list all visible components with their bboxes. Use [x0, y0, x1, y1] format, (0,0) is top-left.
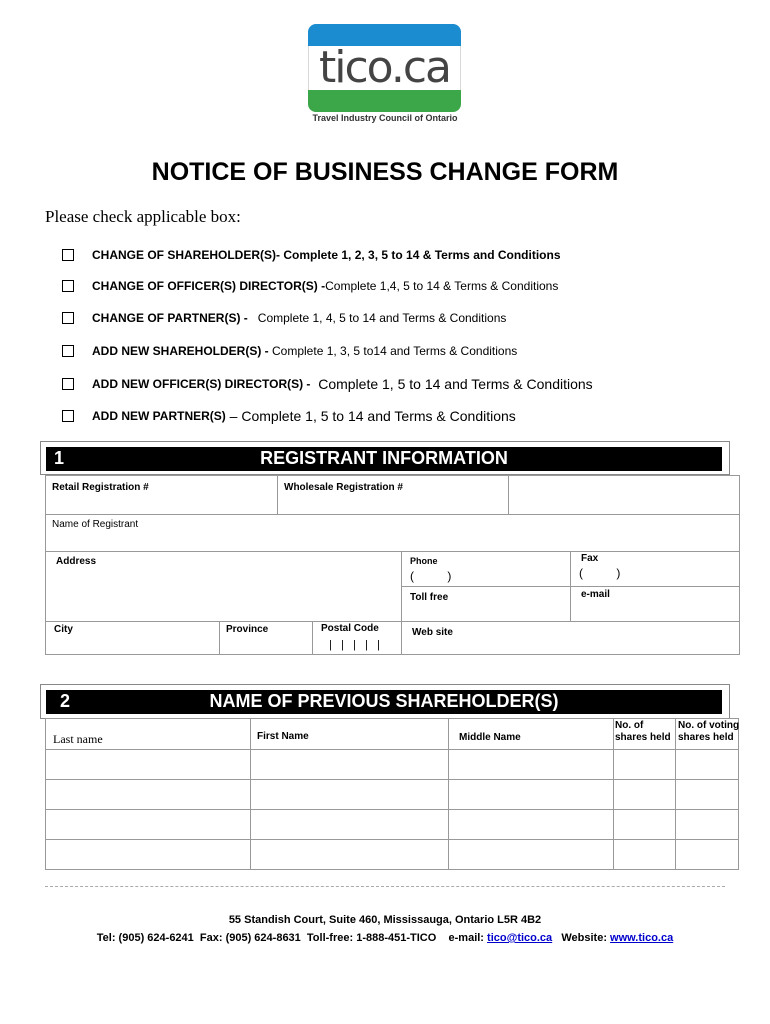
footer-contact-text: Tel: (905) 624-6241 Fax: (905) 624-8631 Toll-free: 1-888-451-TICO e-mail: [96, 932, 488, 944]
table-cell[interactable] [675, 749, 739, 780]
section2-title: NAME OF PREVIOUS SHAREHOLDER(S) [209, 691, 559, 711]
table-cell[interactable] [448, 749, 614, 780]
table-cell[interactable] [675, 809, 739, 840]
checkbox-label: ADD NEW PARTNER(S) [92, 409, 226, 423]
table-cell[interactable] [675, 779, 739, 810]
table-cell[interactable] [250, 809, 449, 840]
checkbox[interactable] [62, 345, 74, 357]
wholesale-registration-label-cell [277, 475, 509, 515]
phone-field[interactable] [401, 551, 571, 587]
checkbox-row-change-shareholders [62, 245, 561, 265]
checkbox[interactable] [62, 280, 74, 292]
checkbox-row-change-officers [62, 276, 558, 296]
table-cell[interactable] [45, 839, 251, 870]
section1-header-bar [46, 447, 722, 471]
checkbox[interactable] [62, 378, 74, 390]
col-header-last-name [45, 718, 251, 750]
form-title: NOTICE OF BUSINESS CHANGE FORM [151, 158, 619, 186]
checkbox-label: CHANGE OF PARTNER(S) - [92, 311, 248, 325]
table-cell[interactable] [448, 779, 614, 810]
table-cell[interactable] [250, 779, 449, 810]
table-cell[interactable] [448, 839, 614, 870]
tico-logo [308, 24, 461, 112]
checkbox[interactable] [62, 312, 74, 324]
checkbox-detail: Complete 1,4, 5 to 14 & Terms & Conditions [325, 279, 559, 293]
city-field[interactable] [45, 621, 220, 655]
col-header-first-name-label: First Name [257, 731, 309, 742]
postal-code-label: Postal Code [321, 623, 379, 634]
registrant-name-label: Name of Registrant [52, 519, 139, 530]
footer-address: 55 Standish Court, Suite 460, Mississauga, Ontario L5R 4B2 [228, 914, 542, 926]
table-cell[interactable] [675, 839, 739, 870]
phone-label: Phone [410, 556, 438, 566]
checkbox[interactable] [62, 410, 74, 422]
col-header-shares-held-label: No. of shares held [615, 720, 671, 743]
table-cell[interactable] [613, 839, 676, 870]
checkbox-row-add-officers [62, 374, 593, 394]
tollfree-field[interactable] [401, 586, 571, 622]
fax-parentheses: ( ) [579, 566, 621, 580]
checkbox-detail: Complete 1, 5 to 14 and Terms & Conditions [310, 376, 593, 392]
col-header-shares-held [613, 718, 676, 750]
footer-website-link[interactable]: www.tico.ca [610, 932, 674, 944]
email-label: e-mail [581, 589, 610, 600]
checkbox-row-change-partners [62, 308, 506, 328]
checkbox-detail: - Complete 1, 2, 3, 5 to 14 & Terms and Conditions [276, 248, 561, 262]
checkbox-detail: Complete 1, 4, 5 to 14 and Terms & Conditions [247, 311, 507, 325]
wholesale-registration-label: Wholesale Registration # [284, 482, 403, 493]
table-cell[interactable] [613, 779, 676, 810]
tollfree-label: Toll free [410, 592, 449, 603]
address-field[interactable] [45, 551, 402, 622]
city-label: City [54, 624, 73, 635]
table-cell[interactable] [448, 809, 614, 840]
section1-title: REGISTRANT INFORMATION [260, 448, 508, 468]
footer-website-prefix: Website: [552, 932, 611, 944]
postal-code-field[interactable] [312, 621, 402, 655]
checkbox[interactable] [62, 249, 74, 261]
section2-number: 2 [60, 691, 71, 711]
province-field[interactable] [219, 621, 313, 655]
wholesale-registration-field[interactable] [508, 475, 740, 515]
col-header-voting-shares-label: No. of voting shares held [678, 720, 740, 743]
footer-email-link[interactable]: tico@tico.ca [487, 932, 553, 944]
footer-divider [45, 886, 725, 887]
col-header-first-name [250, 718, 449, 750]
province-label: Province [226, 624, 269, 635]
table-cell[interactable] [613, 809, 676, 840]
col-header-middle-name [448, 718, 614, 750]
checkbox-detail: – Complete 1, 5 to 14 and Terms & Conditions [225, 408, 516, 424]
phone-parentheses: ( ) [410, 569, 452, 583]
checkbox-row-add-shareholders [62, 341, 517, 361]
footer-contact [0, 932, 770, 944]
section2-header-frame [40, 684, 730, 719]
instruction-text: Please check applicable box: [45, 207, 241, 226]
table-cell[interactable] [250, 749, 449, 780]
checkbox-label: ADD NEW SHAREHOLDER(S) - [92, 344, 269, 358]
table-cell[interactable] [45, 809, 251, 840]
checkbox-label: CHANGE OF OFFICER(S) DIRECTOR(S) - [92, 279, 326, 293]
email-field[interactable] [570, 586, 740, 622]
retail-registration-label: Retail Registration # [52, 482, 149, 493]
logo-wordmark: tico.ca [319, 42, 450, 93]
table-cell[interactable] [250, 839, 449, 870]
address-label: Address [56, 556, 97, 567]
checkbox-label: CHANGE OF SHAREHOLDER(S) [92, 248, 277, 262]
fax-label: Fax [581, 553, 599, 564]
checkbox-detail: Complete 1, 3, 5 to14 and Terms & Conditions [268, 344, 518, 358]
col-header-last-name-label: Last name [53, 732, 103, 746]
col-header-middle-name-label: Middle Name [459, 732, 521, 743]
checkbox-row-add-partners [62, 406, 516, 426]
retail-registration-field[interactable] [45, 475, 278, 515]
section1-header-frame [40, 441, 730, 475]
website-field[interactable] [401, 621, 740, 655]
col-header-voting-shares [675, 718, 739, 750]
logo-subtitle: Travel Industry Council of Ontario [312, 113, 458, 123]
postal-code-ticks: | | | | | [329, 639, 380, 651]
table-cell[interactable] [45, 779, 251, 810]
checkbox-label: ADD NEW OFFICER(S) DIRECTOR(S) - [92, 377, 311, 391]
section2-header-bar [46, 690, 722, 714]
fax-field[interactable] [570, 551, 740, 587]
registrant-name-field[interactable] [45, 514, 740, 552]
website-label: Web site [412, 627, 453, 638]
section1-number: 1 [54, 448, 65, 468]
table-cell[interactable] [45, 749, 251, 780]
table-cell[interactable] [613, 749, 676, 780]
